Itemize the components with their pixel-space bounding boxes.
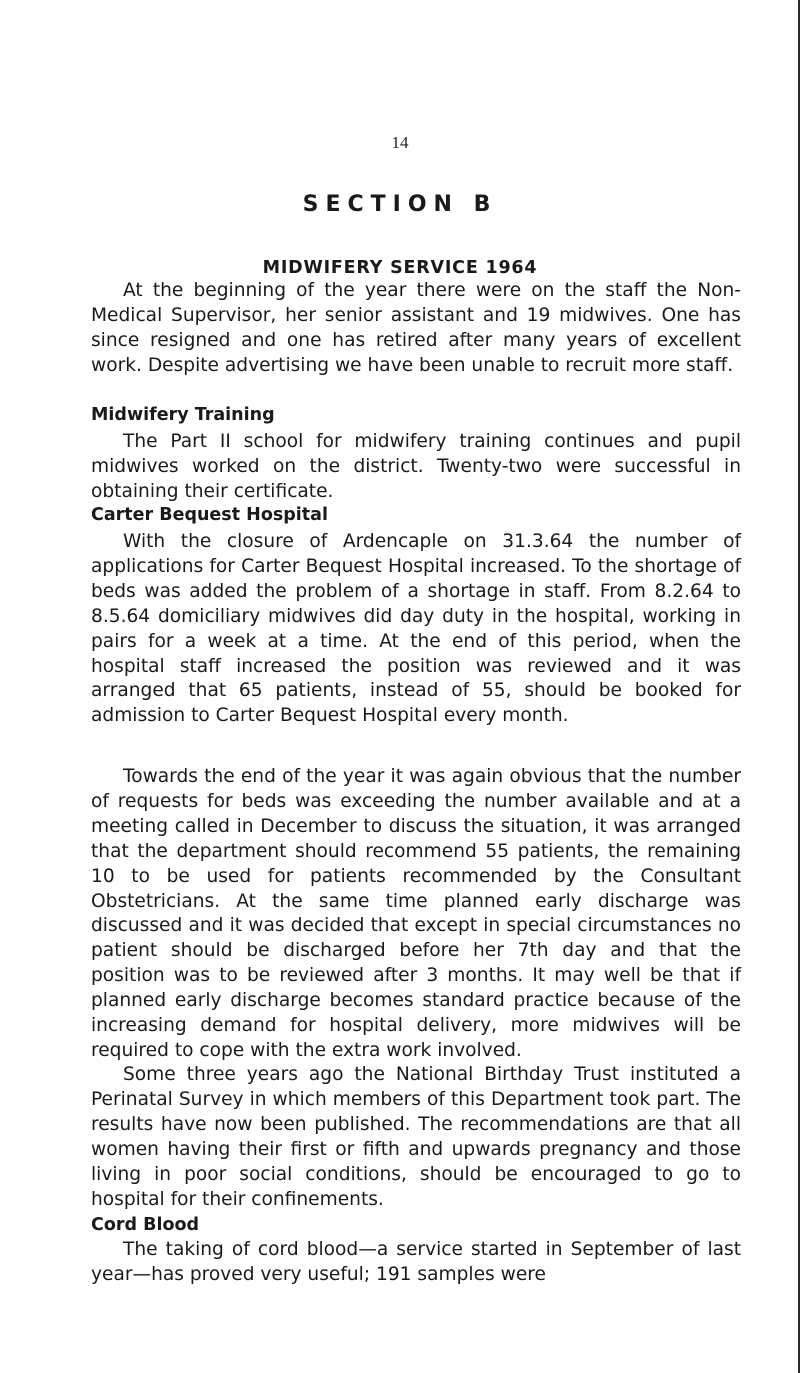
cord-blood-paragraph: The taking of cord blood—a service started in September of last year—has proved very useful; 191 samples were bbox=[91, 1239, 741, 1285]
intro-paragraph: At the beginning of the year there were on the staff the Non-Medical Supervisor, her senior assistant and 19 midwives. One has since resigned and one has retired after many years of excellent work. Despite advertising we have been unable to recruit more staff. bbox=[91, 280, 741, 376]
carter-bequest-paragraph-2: Towards the end of the year it was again obvious that the number of requests for beds was exceeding the number available and at a meeting called in December to discuss the situation, it was arranged that the department should recommend 55 patients, the remaining 10 to be used for patients recommended by the Consultant Obstetricians. At the same time planned early discharge was discussed and it was decided that except in special circumstances no patient should be discharged before her 7th day and that the position was to be reviewed after 3 months. It may well be that if planned early discharge becomes standard practice because of the increasing demand for hospital delivery, more midwives will be required to cope with the extra work involved. bbox=[91, 766, 741, 1061]
midwifery-training-paragraph: The Part II school for midwifery training continues and pupil midwives worked on the district. Twenty-two were successful in obtaining their certificate. bbox=[91, 431, 741, 502]
carter-bequest-paragraph-1: With the closure of Ardencaple on 31.3.64 the number of applications for Carter Bequest Hospital increased. To the shortage of beds was added the problem of a shortage in staff. From 8.2.64 to 8.5.64 domiciliary midwives did day duty in the hospital, working in pairs for a week at a time. At the end of this period, when the hospital staff increased the position was reviewed and it was arranged that 65 patients, instead of 55, should be booked for admission to Carter Bequest Hospital every month. bbox=[91, 531, 741, 727]
service-title: MIDWIFERY SERVICE 1964 bbox=[262, 258, 538, 278]
page-number: 14 bbox=[391, 133, 409, 152]
carter-bequest-heading: Carter Bequest Hospital bbox=[91, 505, 328, 525]
section-title: SECTION B bbox=[302, 192, 498, 217]
cord-blood-heading: Cord Blood bbox=[91, 1215, 200, 1235]
carter-bequest-paragraph-3: Some three years ago the National Birthday Trust instituted a Perinatal Survey in which members of this Department took part. The results have now been published. The recommendations are that all women having their first or fifth and upwards pregnancy and those living in poor social conditions, should be encouraged to go to hospital for their confinements. bbox=[91, 1064, 741, 1210]
midwifery-training-heading: Midwifery Training bbox=[91, 405, 275, 425]
